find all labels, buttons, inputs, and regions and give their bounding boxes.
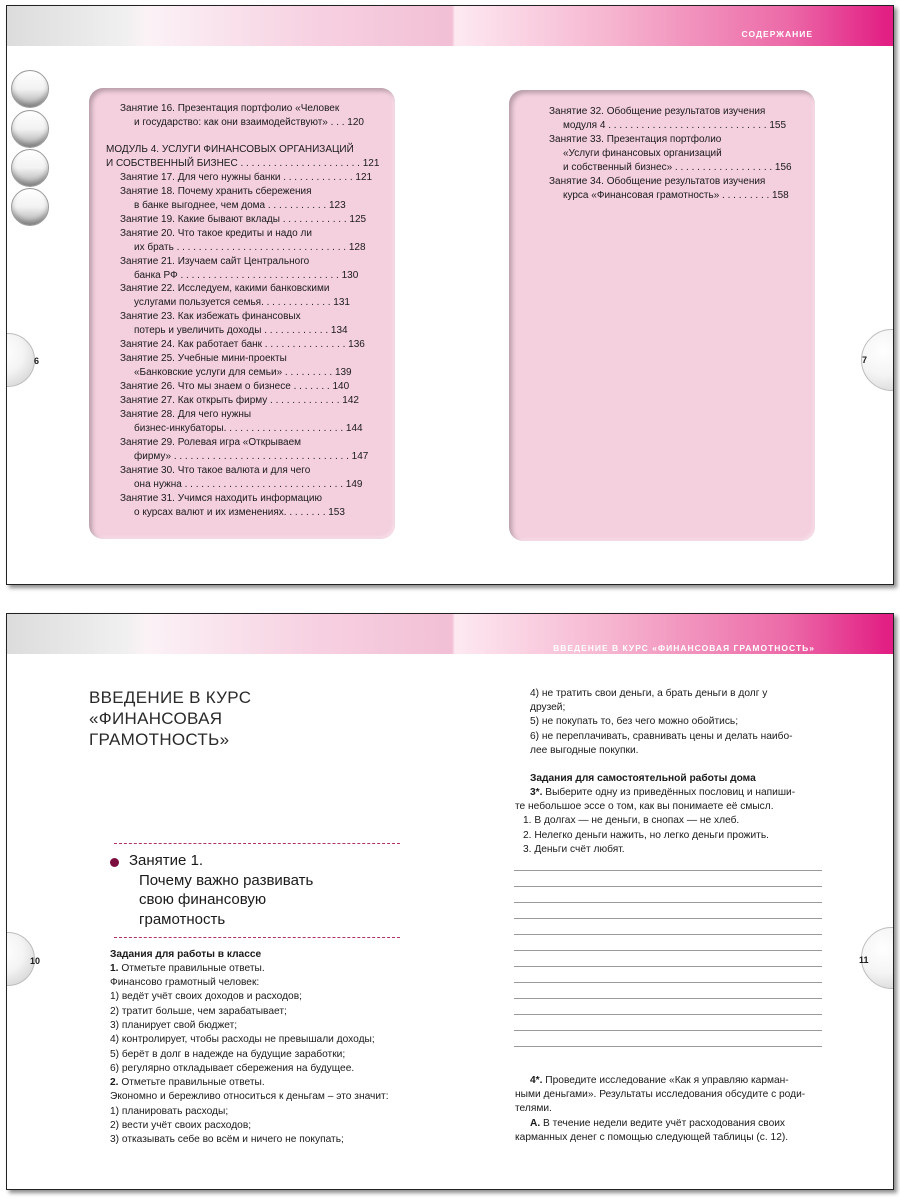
proverb-option[interactable]: 1. В долгах — не деньги, в снопах — не хлеб. [523,815,740,826]
task-text: А. В течение недели ведите учёт расходования своих [530,1118,786,1129]
answer-option[interactable]: 4) контролирует, чтобы расходы не превышали доходы; [110,1034,375,1045]
writing-line[interactable] [514,998,822,999]
toc-entry[interactable]: Занятие 20. Что такое кредиты и надо ли [120,228,312,239]
toc-entry[interactable]: Занятие 18. Почему хранить сбережения [120,186,312,197]
toc-entry[interactable]: потерь и увеличить доходы . . . . . . . . . . . . 134 [134,325,348,336]
writing-line[interactable] [514,982,822,983]
toc-entry[interactable]: Занятие 32. Обобщение результатов изучения [549,106,766,117]
toc-entry[interactable]: Занятие 25. Учебные мини-проекты [120,353,287,364]
toc-entry[interactable]: Занятие 16. Презентация портфолио «Человек [120,103,340,114]
toc-module-heading[interactable]: МОДУЛЬ 4. УСЛУГИ ФИНАНСОВЫХ ОРГАНИЗАЦИЙ [106,144,354,155]
answer-option[interactable]: друзей; [530,702,566,713]
toc-entry[interactable]: Занятие 29. Ролевая игра «Открываем [120,437,302,448]
page-number-right: 11 [859,955,869,965]
answer-option[interactable]: 2) тратит больше, чем зарабатывает; [110,1006,287,1017]
toc-entry[interactable]: «Банковские услуги для семьи» . . . . . . . . . 139 [134,367,352,378]
contents-spread [6,5,894,585]
proverb-option[interactable]: 2. Нелегко деньги нажить, но легко деньги прожить. [523,830,769,841]
toc-entry[interactable]: Занятие 24. Как работает банк . . . . . . . . . . . . . . . 136 [120,339,365,350]
answer-option[interactable]: 3) отказывать себе во всём и ничего не покупать; [110,1134,344,1145]
answer-option[interactable]: лее выгодные покупки. [530,745,639,756]
section-title [89,687,251,750]
header-bar [7,6,893,46]
bullet-icon [110,858,119,867]
toc-entry[interactable]: и государство: как они взаимодействуют» . . . 120 [134,117,364,128]
toc-entry[interactable]: Занятие 28. Для чего нужны [120,409,252,420]
task-text: Финансово грамотный человек: [110,977,260,988]
lesson-title-line: свою финансовую [139,891,267,908]
answer-option[interactable]: 1) планировать расходы; [110,1106,229,1117]
lesson-title [129,851,313,929]
toc-entry[interactable]: Занятие 31. Учимся находить информацию [120,493,322,504]
toc-entry[interactable]: Занятие 22. Исследуем, какими банковскими [120,283,330,294]
introduction-spread [6,613,894,1190]
toc-entry[interactable]: бизнес-инкубаторы. . . . . . . . . . . . . . . . . . . . . . 144 [134,423,363,434]
toc-entry[interactable]: и собственный бизнес» . . . . . . . . . . . . . . . . . . 156 [563,162,792,173]
binder-ring [11,188,49,226]
toc-entry[interactable]: Занятие 21. Изучаем сайт Центрального [120,256,310,267]
class-tasks-heading: Задания для работы в классе [110,949,262,960]
writing-line[interactable] [514,966,822,967]
lesson-title-line: Занятие 1. [129,852,204,869]
answer-option[interactable]: 4) не тратить свои деньги, а брать деньги в долг у [530,688,768,699]
answer-option[interactable]: 3) планирует свой бюджет; [110,1020,238,1031]
toc-entry[interactable]: Занятие 27. Как открыть фирму . . . . . . . . . . . . . 142 [120,395,359,406]
task-question: 4*. Проведите исследование «Как я управляю карман- [530,1075,789,1086]
answer-option[interactable]: 1) ведёт учёт своих доходов и расходов; [110,991,302,1002]
section-title-line: ГРАМОТНОСТЬ» [89,730,230,749]
task-question: 1. Отметьте правильные ответы. [110,963,265,974]
writing-line[interactable] [514,870,822,871]
section-title-line: ВВЕДЕНИЕ В КУРС [89,688,252,707]
answer-option[interactable]: 5) берёт в долг в надежде на будущие заработки; [110,1049,346,1060]
toc-entry[interactable]: она нужна . . . . . . . . . . . . . . . . . . . . . . . . . . . . . 149 [134,479,363,490]
writing-line[interactable] [514,886,822,887]
toc-entry[interactable]: курса «Финансовая грамотность» . . . . . . . . . 158 [563,190,789,201]
toc-entry[interactable]: Занятие 30. Что такое валюта и для чего [120,465,311,476]
dashed-divider [114,937,400,938]
toc-entry[interactable]: Занятие 19. Какие бывают вклады . . . . . . . . . . . . 125 [120,214,367,225]
toc-module-heading[interactable]: И СОБСТВЕННЫЙ БИЗНЕС . . . . . . . . . . . . . . . . . . . . . . 121 [106,158,380,169]
toc-entry[interactable]: Занятие 33. Презентация портфолио [549,134,722,145]
toc-entry[interactable]: в банке выгоднее, чем дома . . . . . . . . . . . 123 [134,200,346,211]
toc-entry[interactable]: Занятие 34. Обобщение результатов изучения [549,176,766,187]
toc-entry[interactable]: банка РФ . . . . . . . . . . . . . . . . . . . . . . . . . . . . . 130 [134,270,359,281]
binder-ring [11,110,49,148]
task-text: карманных денег с помощью следующей таблицы (с. 12). [515,1132,789,1143]
toc-entry[interactable]: Занятие 17. Для чего нужны банки . . . . . . . . . . . . . 121 [120,172,373,183]
home-tasks-heading: Задания для самостоятельной работы дома [530,773,756,784]
task-text: ными деньгами». Результаты исследования обсудите с роди- [515,1089,806,1100]
answer-option[interactable]: 6) регулярно откладывает сбережения на будущее. [110,1063,355,1074]
section-title-line: «ФИНАНСОВАЯ [89,709,223,728]
binder-ring [11,70,49,108]
task-text: Экономно и бережливо относиться к деньгам – это значит: [110,1091,389,1102]
lesson-title-line: грамотность [139,910,226,928]
page-tab-left [6,333,35,387]
toc-entry[interactable]: о курсах валют и их изменениях. . . . . . . . 153 [134,507,345,518]
toc-entry[interactable]: фирму» . . . . . . . . . . . . . . . . . . . . . . . . . . . . . . . . 147 [134,451,369,462]
dashed-divider [114,843,400,844]
lesson-title-line: Почему важно развивать [139,871,314,889]
writing-line[interactable] [514,1030,822,1031]
page-number-right: 7 [862,355,868,365]
writing-line[interactable] [514,1014,822,1015]
toc-entry[interactable]: Занятие 23. Как избежать финансовых [120,311,301,322]
writing-line[interactable] [514,1046,822,1047]
answer-option[interactable]: 2) вести учёт своих расходов; [110,1120,252,1131]
toc-entry[interactable]: модуля 4 . . . . . . . . . . . . . . . . . . . . . . . . . . . . . 155 [563,120,787,131]
proverb-option[interactable]: 3. Деньги счёт любят. [523,844,625,855]
toc-entry[interactable]: их брать . . . . . . . . . . . . . . . . . . . . . . . . . . . . . . . 128 [134,242,366,253]
toc-entry[interactable]: услугами пользуется семья. . . . . . . . . . . . . 131 [134,297,350,308]
header-title: ВВЕДЕНИЕ В КУРС «ФИНАНСОВАЯ ГРАМОТНОСТЬ» [553,643,815,653]
task-question: 2. Отметьте правильные ответы. [110,1077,265,1088]
answer-option[interactable]: 5) не покупать то, без чего можно обойтись; [530,716,739,727]
task-text: те небольшое эссе о том, как вы понимаете её смысл. [515,801,774,812]
writing-line[interactable] [514,950,822,951]
page-number-left: 6 [34,356,40,366]
binder-ring [11,149,49,187]
writing-line[interactable] [514,934,822,935]
writing-line[interactable] [514,902,822,903]
writing-line[interactable] [514,918,822,919]
header-title: СОДЕРЖАНИЕ [741,29,813,39]
answer-option[interactable]: 6) не переплачивать, сравнивать цены и делать наибо- [530,731,793,742]
task-question: 3*. Выберите одну из приведённых пословиц и напиши- [530,787,796,798]
toc-entry[interactable]: «Услуги финансовых организаций [563,148,722,159]
task-text: телями. [515,1103,552,1114]
page-number-left: 10 [30,956,41,966]
toc-entry[interactable]: Занятие 26. Что мы знаем о бизнесе . . . . . . . 140 [120,381,350,392]
